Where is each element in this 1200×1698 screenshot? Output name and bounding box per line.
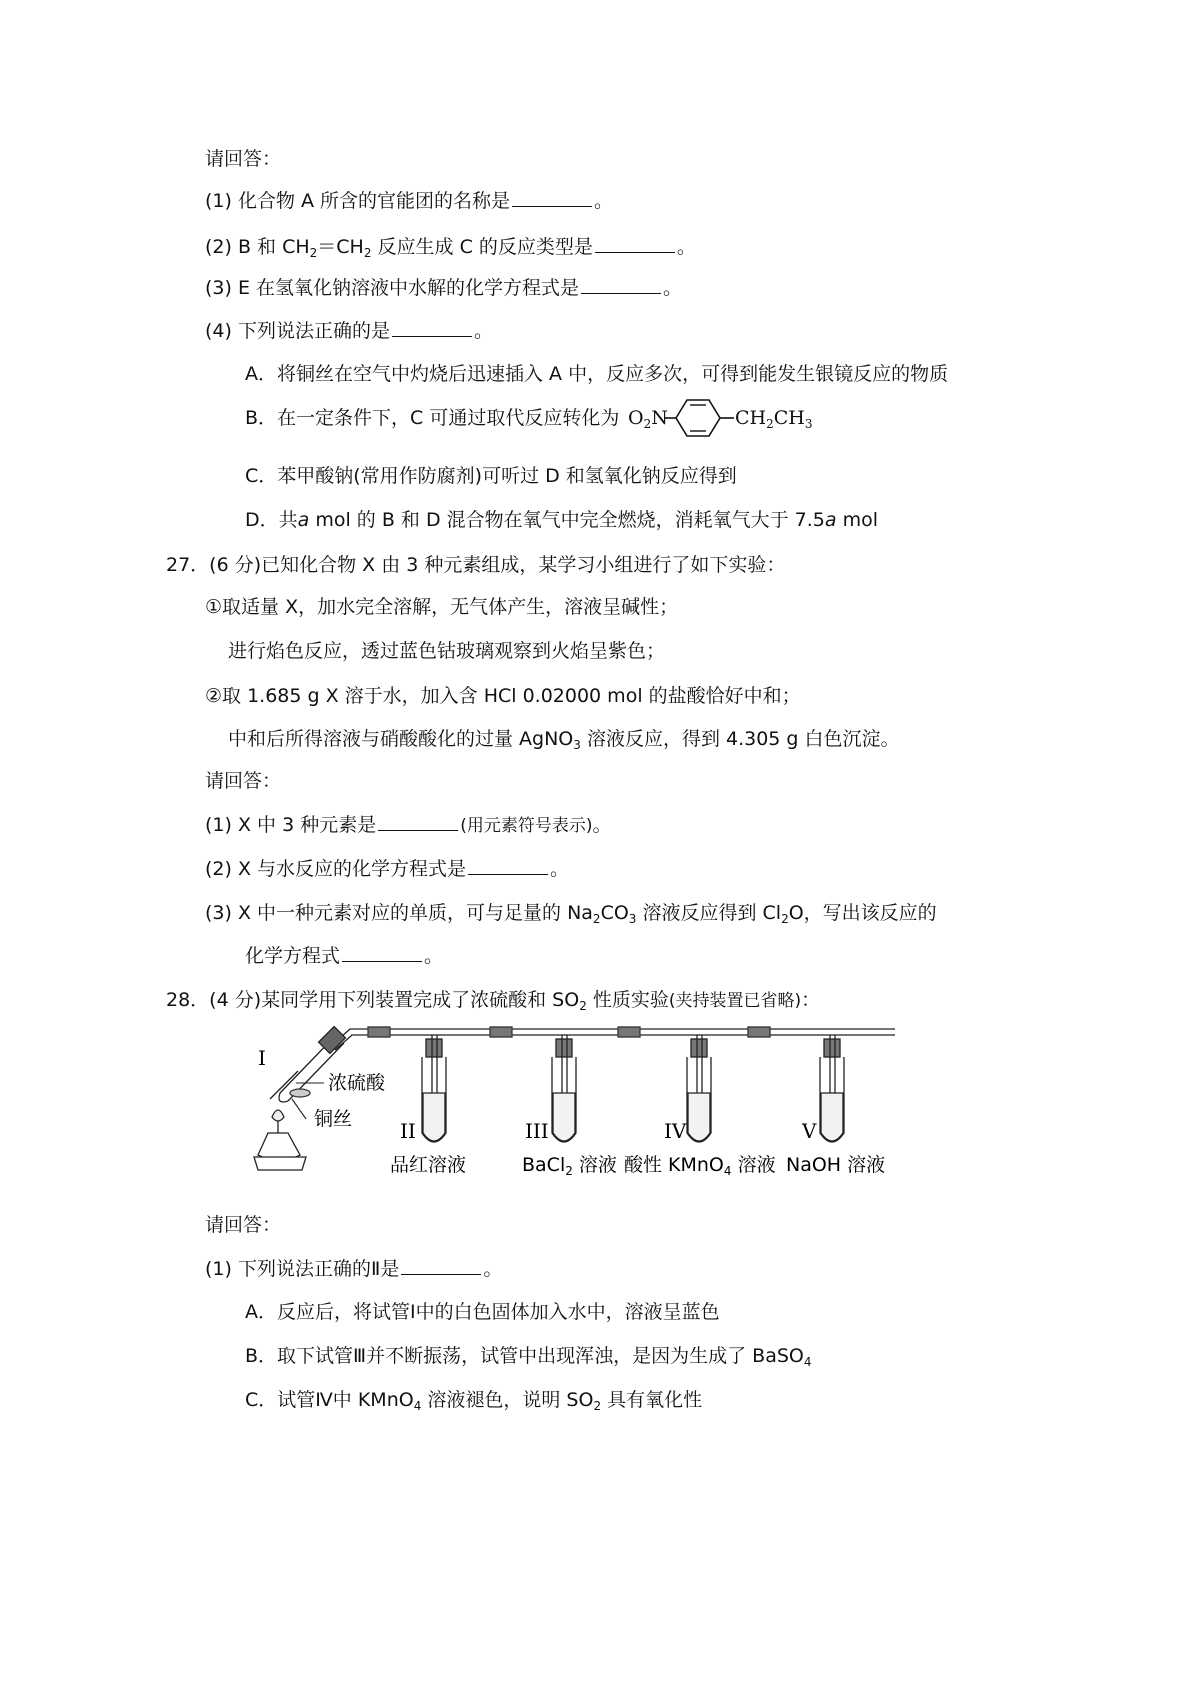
- q27-exp2a: ②取 1.685 g X 溶于水，加入含 HCl 0.02000 mol 的盐酸恰好中和；: [205, 685, 801, 707]
- option-text: B．在一定条件下，C 可通过取代反应转化为: [245, 407, 620, 429]
- part-text: 化合物 A 所含的官能团的名称是: [237, 190, 511, 212]
- tube-label-4: IV: [664, 1119, 687, 1143]
- answer-blank[interactable]: [512, 188, 592, 207]
- punct: 。: [676, 236, 696, 258]
- answer-blank[interactable]: [342, 943, 422, 962]
- q28-option-c: C．试管Ⅳ中 KMnO$_4$ 溶液褪色，说明 $SO_2$ 具有氧化性: [245, 1389, 703, 1413]
- solution-label-3: BaCl$_2$ 溶液: [522, 1154, 617, 1178]
- solution-label-5: NaOH 溶液: [786, 1154, 886, 1176]
- q27-header: 27．(6 分)已知化合物 X 由 3 种元素组成，某学习小组进行了如下实验：: [166, 554, 786, 576]
- punct: 。: [663, 277, 683, 299]
- wire-label: 铜丝: [314, 1108, 353, 1130]
- q27-prompt: 请回答：: [205, 770, 282, 792]
- tube-label-2: II: [400, 1119, 416, 1143]
- tube-label-5: V: [802, 1119, 817, 1143]
- q26-option-c: C．苯甲酸钠(常用作防腐剂)可听过 D 和氢氧化钠反应得到: [245, 465, 737, 487]
- part-text: 下列说法正确的是: [237, 320, 390, 342]
- o2n-label: $O_2N$: [628, 407, 668, 431]
- q26-part2: (2) B 和 $CH_2=CH_2$ 反应生成 C 的反应类型是 。: [205, 236, 696, 260]
- q27-part3: (3) X 中一种元素对应的单质，可与足量的 $Na_2CO_3$ 溶液反应得到 $Cl_2O$，写出该反应的: [205, 902, 937, 926]
- q28-header: 28．(4 分)某同学用下列装置完成了浓硫酸和 $SO_2$ 性质实验(夹持装置已省略)：: [166, 989, 821, 1013]
- part-text-c: 反应生成 C 的反应类型是: [371, 236, 593, 258]
- answer-blank[interactable]: [468, 856, 548, 875]
- part-number: (1): [205, 190, 232, 212]
- q28-option-a: A．反应后，将试管Ⅰ中的白色固体加入水中，溶液呈蓝色: [245, 1301, 720, 1323]
- part-number: (4): [205, 320, 232, 342]
- q27-exp1b: 进行焰色反应，透过蓝色钴玻璃观察到火焰呈紫色；: [228, 640, 666, 662]
- q26-option-b: [245, 405, 619, 431]
- answer-blank[interactable]: [378, 812, 458, 831]
- q27-exp1a: ①取适量 X，加水完全溶解，无气体产生，溶液呈碱性；: [205, 596, 679, 618]
- solution-label-2: 品红溶液: [390, 1154, 467, 1176]
- part-text-b: ＝CH: [317, 236, 364, 258]
- q26-prompt: 请回答：: [205, 148, 282, 170]
- punct: 。: [594, 190, 614, 212]
- q28-part1: (1) 下列说法正确的Ⅱ是 。: [205, 1258, 503, 1280]
- q26-part4: [205, 318, 493, 344]
- part-number: (3): [205, 277, 232, 299]
- q27-part3-cont: 化学方程式 。: [245, 945, 444, 967]
- solution-label-4: 酸性 KMnO$_4$ 溶液: [624, 1154, 776, 1178]
- part-text: E 在氢氧化钠溶液中水解的化学方程式是: [237, 277, 580, 299]
- tube-label-1: I: [258, 1046, 266, 1070]
- tube-label-3: III: [525, 1119, 549, 1143]
- apparatus-diagram: [240, 1015, 905, 1185]
- acid-label: 浓硫酸: [328, 1072, 386, 1094]
- q26-option-d: D．共a mol 的 B 和 D 混合物在氧气中完全燃烧，消耗氧气大于 7.5a mol: [245, 509, 878, 531]
- answer-blank[interactable]: [392, 318, 472, 337]
- ethyl-label: $CH_2CH_3$: [735, 407, 813, 431]
- answer-blank[interactable]: [595, 234, 675, 253]
- answer-blank[interactable]: [581, 275, 661, 294]
- part-number: (2): [205, 236, 232, 258]
- punct: 。: [473, 320, 493, 342]
- q28-prompt: 请回答：: [205, 1214, 282, 1236]
- benzene-ring-icon: [664, 396, 734, 440]
- q27-part2: (2) X 与水反应的化学方程式是 。: [205, 858, 570, 880]
- part-text-a: B 和 CH: [237, 236, 310, 258]
- q26-option-a: A．将铜丝在空气中灼烧后迅速插入 A 中，反应多次，可得到能发生银镜反应的物质: [245, 363, 949, 385]
- q28-option-b: B．取下试管Ⅲ并不断振荡，试管中出现浑浊，是因为生成了 BaSO$_4$: [245, 1345, 812, 1369]
- q27-part1: (1) X 中 3 种元素是 (用元素符号表示)。: [205, 814, 612, 836]
- answer-blank[interactable]: [401, 1256, 481, 1275]
- q26-part3: [205, 275, 682, 301]
- q27-exp2b: 中和后所得溶液与硝酸酸化的过量 AgNO$_3$ 溶液反应，得到 4.305 g 白色沉淀。: [228, 728, 900, 752]
- q26-part1: [205, 188, 613, 214]
